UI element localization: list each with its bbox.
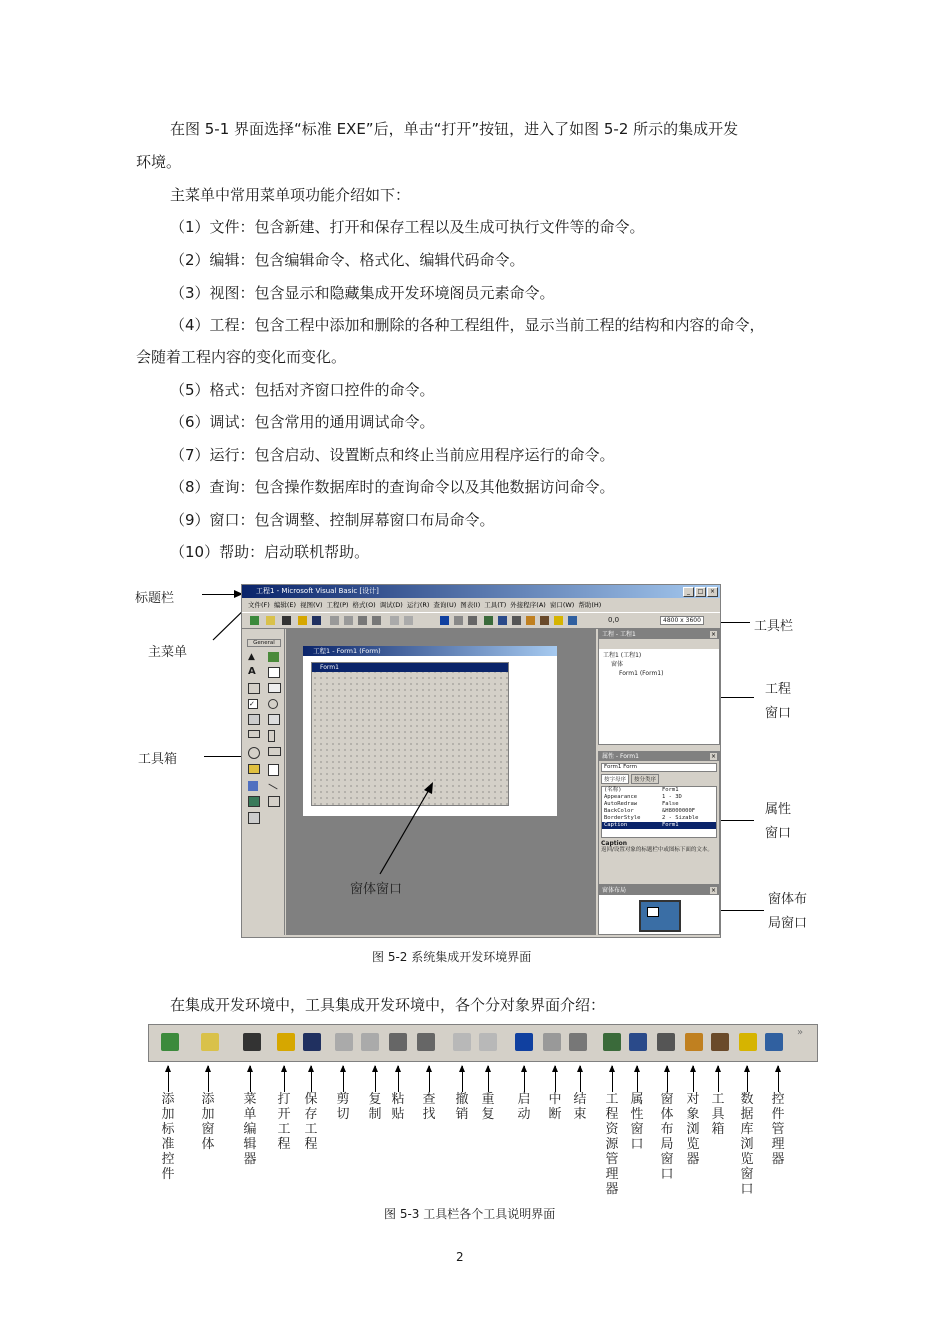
designer-area: [286, 629, 596, 935]
toolbox-panel: [244, 629, 285, 935]
cut-icon[interactable]: [330, 616, 339, 625]
tool-label: 工具箱: [711, 1092, 725, 1137]
break-icon[interactable]: [454, 616, 463, 625]
line-icon[interactable]: [268, 784, 277, 790]
properties-grid: [601, 786, 717, 838]
paste-icon[interactable]: [389, 1033, 407, 1051]
project-tree: [599, 649, 719, 680]
paragraph: 环境。: [136, 153, 182, 171]
combobox-icon[interactable]: [248, 714, 260, 725]
figure-caption: 图 5-2 系统集成开发环境界面: [372, 950, 532, 964]
end-icon[interactable]: [468, 616, 477, 625]
menu-diagram[interactable]: 图表(I): [460, 601, 481, 609]
figure-caption: 图 5-3 工具栏各个工具说明界面: [384, 1207, 556, 1221]
caption-desc: 返回/设置对象的标题栏中或图标下面的文本。: [601, 847, 713, 853]
label-form-window: 窗体窗口: [350, 882, 403, 897]
tool-label: 打开工程: [277, 1092, 291, 1152]
paste-icon[interactable]: [358, 616, 367, 625]
cut-icon[interactable]: [335, 1033, 353, 1051]
properties-window-icon[interactable]: [629, 1033, 647, 1051]
frame-icon[interactable]: [248, 683, 260, 694]
menu-tools[interactable]: 工具(T): [484, 601, 507, 609]
toolbox-tab[interactable]: General: [247, 639, 281, 647]
pointer-arrow: [778, 1066, 779, 1092]
toolbox-icon[interactable]: [711, 1033, 729, 1051]
hscrollbar-icon[interactable]: [248, 730, 260, 738]
menu-project[interactable]: 工程(P): [326, 601, 349, 609]
redo-icon[interactable]: [479, 1033, 497, 1051]
pointer-arrow: [398, 1066, 399, 1092]
timer-icon[interactable]: [248, 747, 260, 759]
pointer-arrow: [462, 1066, 463, 1092]
add-form-icon[interactable]: [201, 1033, 219, 1051]
chevron-right-icon[interactable]: »: [797, 1027, 804, 1038]
properties-object-select[interactable]: Form1 Form: [601, 763, 717, 772]
ole-icon[interactable]: [248, 812, 260, 824]
pointer-arrow: [375, 1066, 376, 1092]
data-view-icon[interactable]: [554, 616, 563, 625]
tool-label: 数据库浏览窗口: [740, 1092, 754, 1197]
shape-icon[interactable]: [248, 781, 258, 791]
toolbox-controls: [244, 649, 284, 827]
tool-label: 启动: [517, 1092, 531, 1122]
tool-label: 结束: [573, 1092, 587, 1122]
tree-item[interactable]: 工程1 (工程1): [603, 652, 642, 659]
checkbox-icon[interactable]: ✓: [248, 699, 258, 709]
add-form-icon[interactable]: [266, 616, 275, 625]
object-browser-icon[interactable]: [526, 616, 535, 625]
picturebox-icon[interactable]: [268, 652, 279, 662]
property-row[interactable]: AutoRedraw False: [604, 801, 679, 807]
properties-panel-title: 属性 - Form1 ×: [599, 752, 719, 761]
label-form-layout-window: 窗体布局窗口: [768, 892, 808, 931]
paragraph: （10）帮助：启动联机帮助。: [170, 543, 370, 561]
tab-alphabetic[interactable]: 按字母序: [601, 774, 629, 784]
form-layout-panel-title: 窗体布局 ×: [599, 886, 719, 895]
tool-label: 控件管理器: [771, 1092, 785, 1167]
undo-icon[interactable]: [390, 616, 399, 625]
paragraph: （5）格式：包括对齐窗口控件的命令。: [170, 381, 435, 399]
pointer-arrow: [693, 1066, 694, 1092]
tree-item[interactable]: Form1 (Form1): [619, 670, 664, 677]
ide-toolbar: [242, 612, 720, 629]
tool-label: 添加窗体: [201, 1092, 215, 1152]
component-manager-icon[interactable]: [765, 1033, 783, 1051]
add-standard-control-icon[interactable]: [161, 1033, 179, 1051]
callout-line: [202, 594, 238, 595]
label-toolbox: 工具箱: [138, 752, 178, 767]
label-main-menu: 主菜单: [148, 645, 188, 660]
data-control-icon[interactable]: [268, 796, 280, 807]
tool-label: 对象浏览器: [686, 1092, 700, 1167]
properties-tabs: [601, 774, 717, 784]
tool-label: 重复: [481, 1092, 495, 1122]
pointer-arrow: [311, 1066, 312, 1092]
property-row-selected[interactable]: Caption Form1: [602, 822, 716, 829]
pointer-arrow: [488, 1066, 489, 1092]
save-project-icon[interactable]: [303, 1033, 321, 1051]
close-icon[interactable]: ×: [710, 753, 717, 760]
commandbutton-icon[interactable]: [268, 683, 281, 693]
pointer-arrow: [637, 1066, 638, 1092]
listbox-icon[interactable]: [268, 714, 280, 725]
label-project-window: 工程窗口: [765, 682, 792, 721]
ide-title-bar: [242, 585, 720, 598]
copy-icon[interactable]: [361, 1033, 379, 1051]
start-icon[interactable]: [440, 616, 449, 625]
pointer-icon[interactable]: ▲: [248, 652, 255, 662]
find-icon[interactable]: [417, 1033, 435, 1051]
menu-file[interactable]: 文件(F): [248, 601, 270, 609]
pointer-arrow: [429, 1066, 430, 1092]
properties-window-icon[interactable]: [498, 616, 507, 625]
tool-label: 中断: [548, 1092, 562, 1122]
paragraph: 在集成开发环境中，工具集成开发环境中，各个分对象界面介绍：: [170, 996, 606, 1014]
properties-panel: [598, 751, 720, 885]
start-icon[interactable]: [515, 1033, 533, 1051]
menu-addins[interactable]: 外接程序(A): [510, 601, 546, 609]
tool-label: 保存工程: [304, 1092, 318, 1152]
end-icon[interactable]: [569, 1033, 587, 1051]
paragraph: 主菜单中常用菜单项功能介绍如下：: [170, 186, 411, 204]
paragraph: 在图 5-1 界面选择“标准 EXE”后，单击“打开”按钮，进入了如图 5-2 所示的集成开发: [170, 120, 739, 138]
tool-label: 添加标准控件: [161, 1092, 175, 1182]
open-icon[interactable]: [298, 616, 307, 625]
close-icon[interactable]: ×: [707, 587, 718, 597]
paragraph: （9）窗口：包含调整、控制屏幕窗口布局命令。: [170, 511, 495, 529]
label-properties-window: 属性窗口: [765, 802, 792, 841]
textbox-icon[interactable]: [268, 667, 280, 678]
menu-run[interactable]: 运行(R): [406, 601, 430, 609]
close-icon[interactable]: ×: [710, 887, 717, 894]
pointer-arrow: [168, 1066, 169, 1092]
vb-ide-screenshot: [241, 584, 721, 938]
pointer-arrow: [524, 1066, 525, 1092]
menu-query[interactable]: 查询(U): [433, 601, 457, 609]
drivelistbox-icon[interactable]: [268, 747, 281, 756]
project-explorer-icon[interactable]: [603, 1033, 621, 1051]
add-project-icon[interactable]: [250, 616, 259, 625]
property-row[interactable]: Appearance 1 - 3D: [604, 794, 682, 800]
paragraph: （7）运行：包含启动、设置断点和终止当前应用程序运行的命令。: [170, 446, 615, 464]
undo-icon[interactable]: [453, 1033, 471, 1051]
tool-label: 属性窗口: [630, 1092, 644, 1152]
open-project-icon[interactable]: [277, 1033, 295, 1051]
page-number: 2: [456, 1250, 464, 1264]
menu-editor-icon[interactable]: [243, 1033, 261, 1051]
optionbutton-icon[interactable]: [268, 699, 278, 709]
pointer-arrow: [250, 1066, 251, 1092]
image-icon[interactable]: [248, 796, 260, 807]
pointer-arrow: [747, 1066, 748, 1092]
form-layout-icon[interactable]: [512, 616, 521, 625]
minimize-icon[interactable]: _: [683, 587, 694, 597]
paragraph: （2）编辑：包含编辑命令、格式化、编辑代码命令。: [170, 251, 525, 269]
filelistbox-icon[interactable]: [268, 764, 279, 776]
tool-label: 撤销: [455, 1092, 469, 1122]
dirlistbox-icon[interactable]: [248, 764, 260, 774]
paragraph: （4）工程：包含工程中添加和删除的各种工程组件，显示当前工程的结构和内容的命令，: [170, 316, 765, 334]
property-row[interactable]: (名称) Form1: [604, 787, 679, 793]
tool-label: 菜单编辑器: [243, 1092, 257, 1167]
menu-edit[interactable]: 编辑(E): [273, 601, 296, 609]
menu-debug[interactable]: 调试(D): [379, 601, 403, 609]
toolbar-coords: 0,0: [608, 616, 620, 624]
component-manager-icon[interactable]: [568, 616, 577, 625]
ide-menu-bar: [242, 599, 720, 611]
paragraph: （6）调试：包含常用的通用调试命令。: [170, 413, 435, 431]
form1-title: Form1: [312, 663, 508, 672]
toolbox-icon[interactable]: [540, 616, 549, 625]
tool-label: 窗体布局窗口: [660, 1092, 674, 1182]
pointer-arrow: [284, 1066, 285, 1092]
ide-title: 工程1 - Microsoft Visual Basic [设计]: [256, 587, 379, 595]
pointer-arrow: [612, 1066, 613, 1092]
property-row[interactable]: BorderStyle 2 - Sizable: [604, 815, 699, 821]
pointer-arrow: [580, 1066, 581, 1092]
tool-label: 剪切: [336, 1092, 350, 1122]
menu-editor-icon[interactable]: [282, 616, 291, 625]
toolbar-size: 4800 x 3600: [660, 616, 704, 625]
data-view-window-icon[interactable]: [739, 1033, 757, 1051]
object-browser-icon[interactable]: [685, 1033, 703, 1051]
maximize-icon[interactable]: □: [695, 587, 706, 597]
label-title-bar: 标题栏: [135, 591, 175, 606]
project-panel-toolbar: [599, 639, 719, 649]
menu-window[interactable]: 窗口(W): [549, 601, 575, 609]
project-panel-title: 工程 - 工程1 ×: [599, 630, 719, 639]
tree-item[interactable]: 窗体: [611, 661, 624, 668]
close-icon[interactable]: ×: [710, 631, 717, 638]
pointer-arrow: [555, 1066, 556, 1092]
save-icon[interactable]: [312, 616, 321, 625]
vscrollbar-icon[interactable]: [268, 730, 275, 742]
project-panel: [598, 629, 720, 745]
tool-label: 粘贴: [391, 1092, 405, 1122]
pointer-arrow: [718, 1066, 719, 1092]
paragraph: （1）文件：包含新建、打开和保存工程以及生成可执行文件等的命令。: [170, 218, 645, 236]
paragraph: （8）查询：包含操作数据库时的查询命令以及其他数据访问命令。: [170, 478, 615, 496]
form-designer-title: 工程1 - Form1 (Form): [303, 646, 557, 656]
menu-format[interactable]: 格式(O): [352, 601, 376, 609]
pointer-arrow: [208, 1066, 209, 1092]
label-toolbar: 工具栏: [754, 619, 794, 634]
tool-label: 工程资源管理器: [605, 1092, 619, 1197]
menu-view[interactable]: 视图(V): [300, 601, 323, 609]
menu-help[interactable]: 帮助(H): [578, 601, 602, 609]
label-control-icon[interactable]: A: [248, 666, 256, 677]
caption-desc-title: Caption: [601, 840, 628, 847]
paragraph: 会随着工程内容的变化而变化。: [136, 348, 347, 366]
paragraph: （3）视图：包含显示和隐藏集成开发环境阁员元素命令。: [170, 284, 555, 302]
property-row[interactable]: BackColor &H8000000F: [604, 808, 696, 814]
form-layout-panel: [598, 885, 720, 935]
redo-icon[interactable]: [404, 616, 413, 625]
vb-toolbar-strip: [148, 1024, 818, 1062]
find-icon[interactable]: [372, 616, 381, 625]
tool-label: 查找: [422, 1092, 436, 1122]
layout-monitor-icon: [639, 900, 681, 932]
pointer-arrow: [343, 1066, 344, 1092]
tab-categorized[interactable]: 按分类序: [631, 774, 659, 784]
copy-icon[interactable]: [344, 616, 353, 625]
tool-label: 复制: [368, 1092, 382, 1122]
break-icon[interactable]: [543, 1033, 561, 1051]
project-explorer-icon[interactable]: [484, 616, 493, 625]
callout-arrow-form-window: [376, 780, 436, 876]
pointer-arrow: [667, 1066, 668, 1092]
form-layout-window-icon[interactable]: [657, 1033, 675, 1051]
